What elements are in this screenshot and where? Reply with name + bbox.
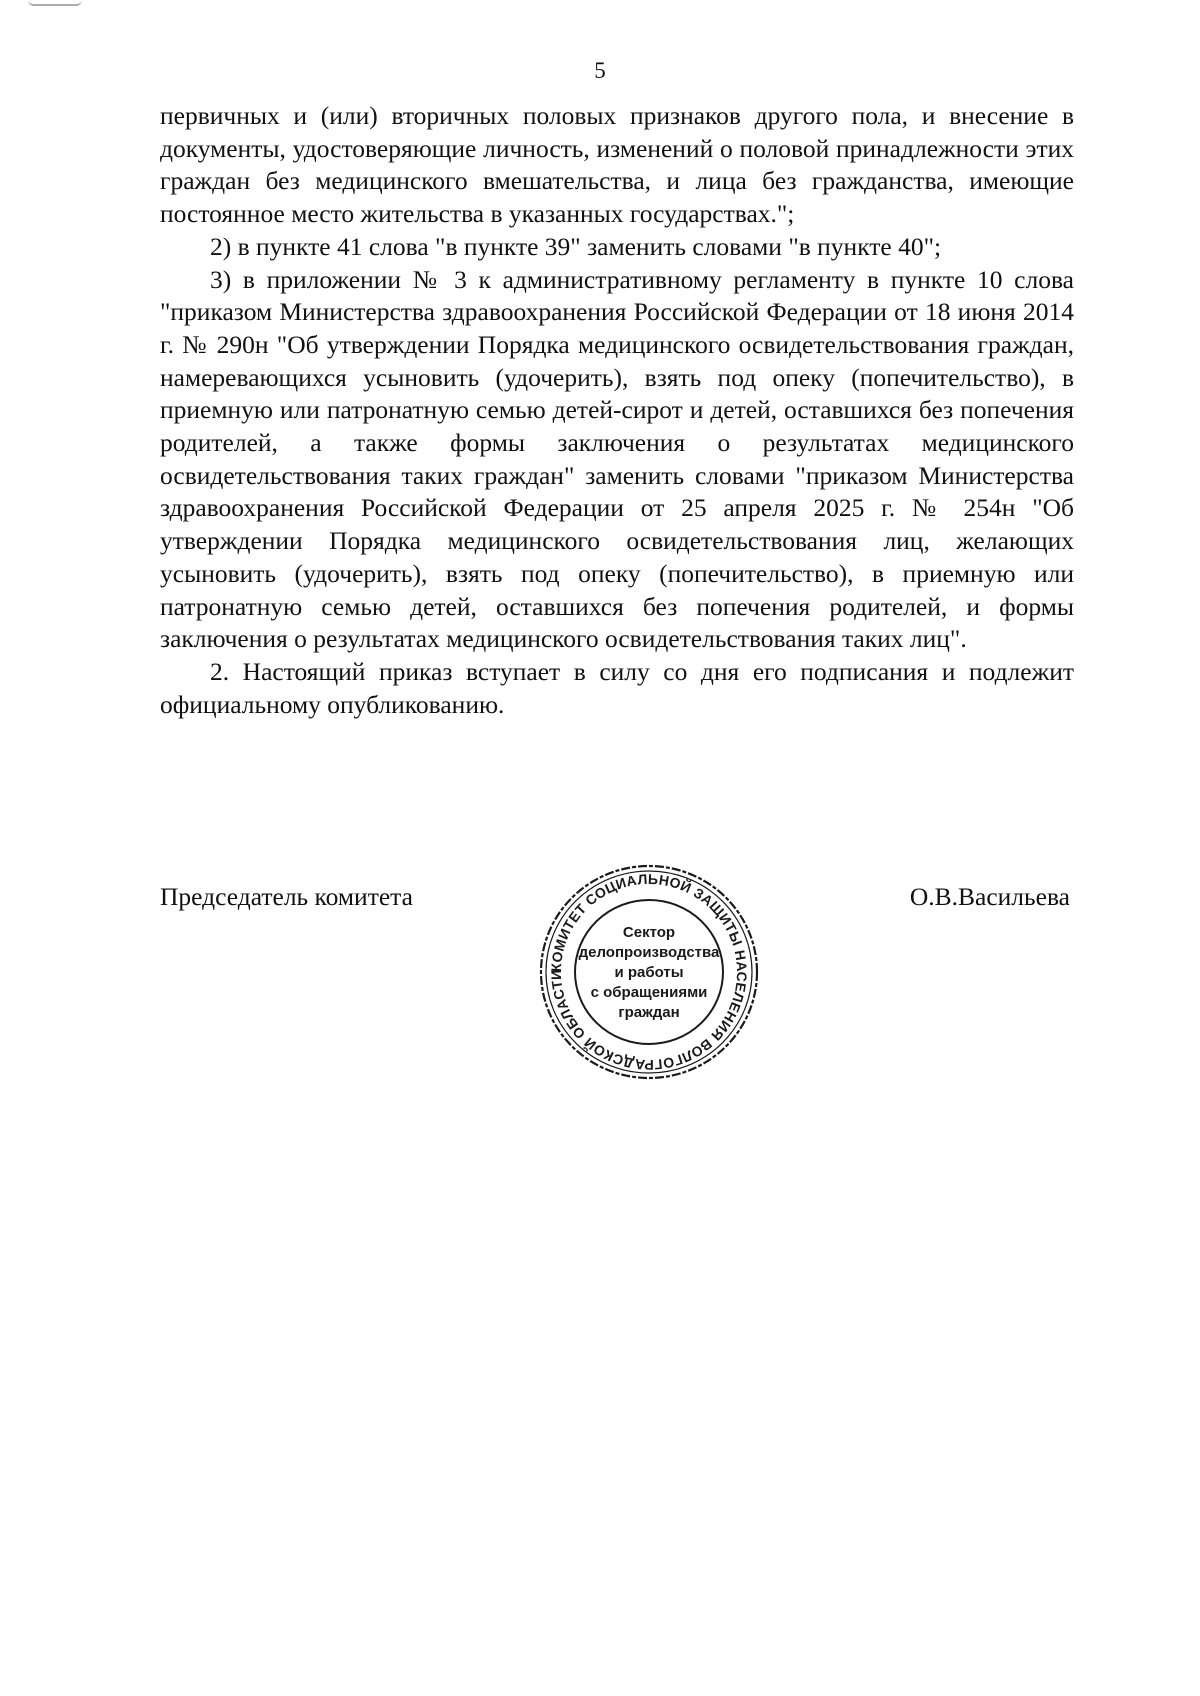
- seal-line-1: Сектор: [622, 924, 676, 941]
- document-body: [160, 100, 1074, 721]
- paragraph-item-2: 2) в пункте 41 слова "в пункте 39" заменить словами "в пункте 40";: [210, 231, 942, 261]
- page-number: 5: [594, 58, 606, 83]
- seal-line-4: с обращениями: [590, 984, 708, 1001]
- seal-center-text: [534, 858, 764, 1086]
- official-seal: [534, 858, 764, 1086]
- paragraph-item-3: 3) в приложении № 3 к административному регламенту в пункте 10 слова "приказом Министерства здравоохранения Российской Федерации от 18 июня 2014 г. № 290н "Об утверждении Порядка медицинского освидетельствования граждан, намеревающихся усыновить (удочерить), взять под опеку (попечительство), в приемную или патронатную семью детей-сирот и детей, оставшихся без попечения родителей, а также формы заключения о результатах медицинского освидетельствования таких граждан" заменить словами "приказом Министерства здравоохранения Российской Федерации от 25 апреля 2025 г. № 254н "Об утверждении Порядка медицинского освидетельствования лиц, желающих усыновить (удочерить), взять под опеку (попечительство), в приемную или патронатную семью детей, оставшихся без попечения родителей, и формы заключения о результатах медицинского освидетельствования таких лиц".: [160, 264, 1074, 654]
- scan-corner-mark: [28, 0, 82, 6]
- paragraph-continuation: первичных и (или) вторичных половых признаков другого пола, и внесение в документы, удостоверяющие личность, изменений о половой принадлежности этих граждан без медицинского вмешательства, и лица без гражданства, имеющие постоянное место жительства в указанных государствах.";: [160, 101, 1074, 229]
- seal-line-2: делопроизводства: [578, 944, 720, 961]
- seal-line-3: и работы: [614, 964, 684, 981]
- signatory-title: Председатель комитета: [160, 882, 413, 911]
- paragraph-clause-2: 2. Настоящий приказ вступает в силу со дня его подписания и подлежит официальному опубликованию.: [160, 656, 1074, 719]
- seal-ring-text: КОМИТЕТ СОЦИАЛЬНОЙ ЗАЩИТЫ НАСЕЛЕНИЯ ВОЛГОГРАДСКОЙ ОБЛАСТИ: [547, 870, 751, 1074]
- signatory-name: О.В.Васильева: [909, 882, 1070, 911]
- seal-line-5: граждан: [618, 1004, 680, 1021]
